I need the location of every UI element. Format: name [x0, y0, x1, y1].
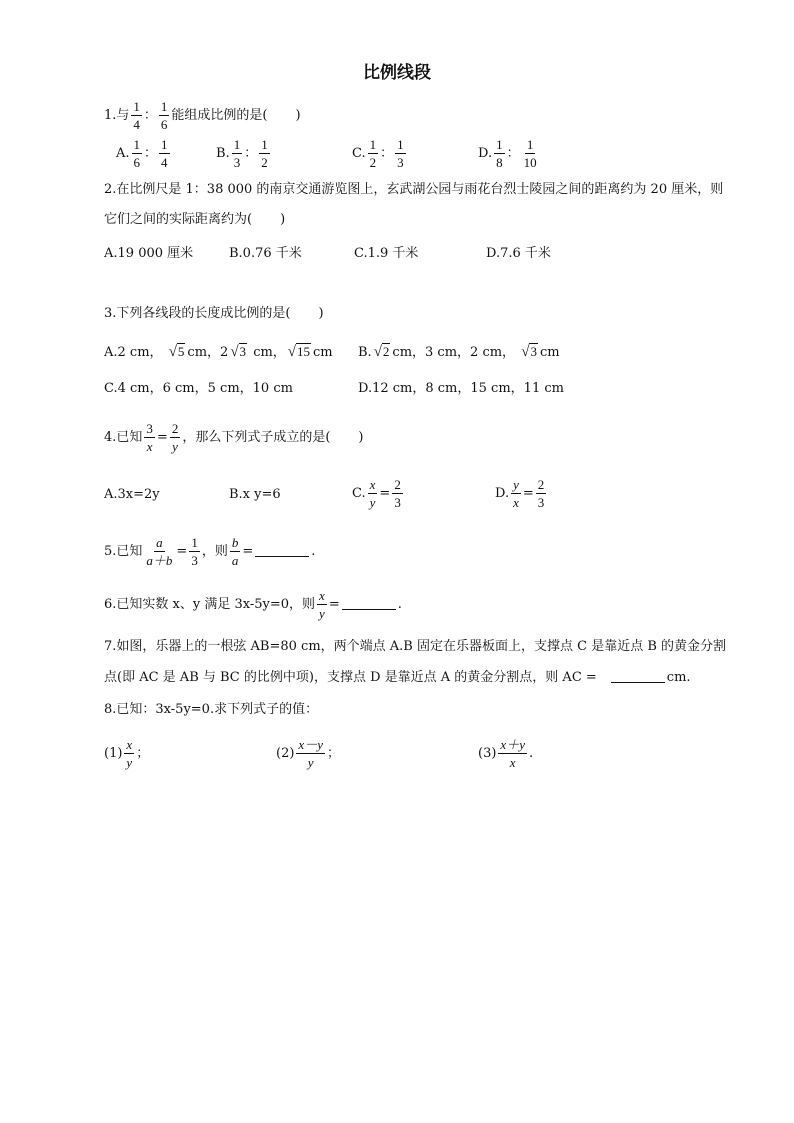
q3-option-d: D.12 cm，8 cm，15 cm，11 cm	[358, 381, 564, 396]
question-3: 3.下列各线段的长度成比例的是( )	[104, 306, 324, 321]
q2-line-1: 2.在比例尺是 1：38 000 的南京交通游览图上，玄武湖公园与雨花台烈士陵园之间的距离约为 20 厘米，则	[104, 182, 724, 197]
q1-option-d: D. $\frac{1}{8}$ ： $\frac{1}{10}$	[478, 137, 537, 170]
q1-fraction-2: $\frac{1}{6}$	[160, 99, 168, 132]
question-6: 6.已知实数 x、y 满足 3x-5y=0，则 $\frac{x}{y}$ = .	[104, 588, 402, 621]
question-5: 5.已知 $\frac{a}{a+b}$ = $\frac{1}{3}$ ，则 $\frac{b}{a}$ = .	[104, 535, 316, 568]
q2-option-a: A.19 000 厘米	[104, 246, 194, 261]
q7-line-2: 点(即 AC 是 AB 与 BC 的比例中项)，支撑点 D 是靠近点 A 的黄金分割点，则 AC = cm.	[104, 670, 691, 685]
q7-answer-blank[interactable]	[611, 668, 665, 683]
q2-option-d: D.7.6 千米	[486, 246, 551, 261]
q1-prefix: 1.与	[104, 108, 130, 123]
question-1	[104, 100, 301, 131]
q8-part-2: (2) $\frac{x-y}{y}$ ；	[276, 737, 340, 770]
q8-stem: 8.已知：3x-5y=0.求下列式子的值：	[104, 702, 319, 717]
q5-answer-blank[interactable]	[255, 542, 309, 557]
q2-line-2: 它们之间的实际距离约为( )	[104, 212, 286, 227]
page-title: 比例线段	[363, 63, 431, 83]
q1-option-b: B. $\frac{1}{3}$ ： $\frac{1}{2}$	[216, 137, 268, 170]
q6-answer-blank[interactable]	[342, 595, 396, 610]
q1-option-a: A. $\frac{1}{6}$ ： $\frac{1}{4}$	[116, 137, 168, 170]
q2-option-b: B.0.76 千米	[229, 246, 302, 261]
q3-option-a: A.2 cm， √5 cm，2 √3 cm， √15 cm	[104, 344, 333, 360]
q3-option-b: B. √2 cm，3 cm，2 cm， √3 cm	[358, 344, 560, 360]
q2-option-c: C.1.9 千米	[354, 246, 419, 261]
q4-option-c: C. $\frac{x}{y}$ = $\frac{2}{3}$	[352, 477, 401, 510]
q7-line-1: 7.如图，乐器上的一根弦 AB=80 cm，两个端点 A.B 固定在乐器板面上，支撑点 C 是靠近点 B 的黄金分割	[104, 639, 727, 654]
q4-option-a: A.3x=2y	[104, 487, 160, 502]
q1-fraction-1: $\frac{1}{4}$	[133, 99, 140, 132]
q8-part-3: (3) $\frac{x+y}{x}$ .	[478, 737, 534, 770]
q1-suffix: 能组成比例的是(	[171, 108, 268, 123]
q1-separator: ：	[143, 108, 157, 123]
q8-part-1: (1) $\frac{x}{y}$ ；	[104, 737, 150, 770]
q1-option-c: C. $\frac{1}{2}$ ： $\frac{1}{3}$	[352, 137, 404, 170]
q4-option-d: D. $\frac{y}{x}$ = $\frac{2}{3}$	[495, 477, 545, 510]
q3-option-c: C.4 cm，6 cm，5 cm，10 cm	[104, 381, 293, 396]
question-4: 4.已知 $\frac{3}{x}$ = $\frac{2}{y}$ ，那么下列式子成立的是( )	[104, 421, 364, 454]
q4-option-b: B.x y=6	[229, 487, 281, 502]
q1-close: )	[295, 108, 301, 123]
